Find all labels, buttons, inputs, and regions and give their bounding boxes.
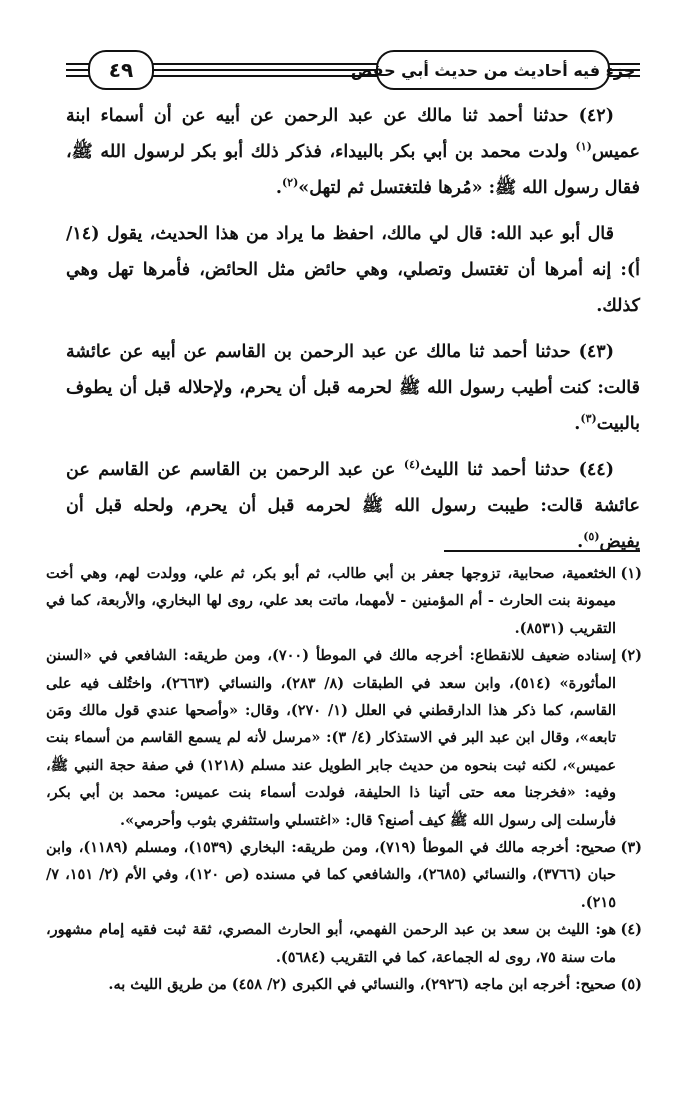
commentary-paragraph: قال أبو عبد الله: قال لي مالك، احفظ ما يراد من هذا الحديث، يقول (١٤/ أ): إنه أمرها أن تغتسل وتصلي، وهي حائض مثل الحائض، فأمرها تهل وهي كذلك. [66,224,640,316]
hadith-42 [66,98,640,206]
footnote-number: (٤) [620,921,642,939]
hadith-42-opening: (٤٢) حدثنا أحمد ثنا مالك عن عبد الرحمن عن أبيه عن أن أسماء ابنة عميس [66,106,640,162]
footnote-5 [46,971,642,998]
end-dot: . [574,414,581,434]
footnote-text: إسناده ضعيف للانقطاع: أخرجه مالك في الموطأ (٧٠٠)، ومن طريقه: الشافعي في «السنن المأثورة» (٥١٤)، وابن سعد في الطبقات (٨/ ٢٨٣)، والنسائي (٢٦٦٣)، واختُلف فيه على القاسم، كما ذكر هذا الدارقطني في العلل (١/ ٢٧٠)، وقال: «وأصحها عندي قول مالك ومَن تابعه»، وقال ابن عبد البر في الاستذكار (٤/ ٣): «مرسل لأنه لم يسمع القاسم من أسماء بنت عميس»، لكنه ثبت بنحوه من حديث جابر الطويل عند مسلم (١٢١٨) في صفة حجة النبي ﷺ، وفيه: «فخرجنا معه حتى أتينا ذا الحليفة، فولدت أسماء بنت عميس: محمد بن أبي بكر، فأرسلت إلى رسول الله ﷺ كيف أصنع؟ قال: «اغتسلي واستثفري بثوب وأحرمي». [46,647,616,829]
hadith-42-body: ولدت محمد بن أبي بكر بالبيداء، فذكر ذلك أبو بكر لرسول الله ﷺ، فقال رسول الله ﷺ: «مُرها فلتغتسل ثم لتهل» [66,142,640,198]
footnote-separator [444,550,640,552]
hadith-43-text: (٤٣) حدثنا أحمد ثنا مالك عن عبد الرحمن بن القاسم عن أبيه عن عائشة قالت: كنت أطيب رسول الله ﷺ لحرمه قبل أن يحرم، ولإحلاله قبل أن يطوف بالبيت [66,342,640,434]
footnote-4 [46,916,642,971]
footnote-text: الخثعمية، صحابية، تزوجها جعفر بن أبي طالب، ثم أبو بكر، ثم علي، وولدت لهم، وهي أخت ميمونة بنت الحارث - أم المؤمنين - لأمهما، ماتت بعد علي، روى لها البخاري، والأربعة، كما في التقريب (٨٥٣١). [46,565,616,637]
running-title: جزء فيه أحاديث من حديث أبي حفص [376,50,610,90]
footnote-text: صحيح: أخرجه مالك في الموطأ (٧١٩)، ومن طريقه: البخاري (١٥٣٩)، ومسلم (١١٨٩)، وابن حبان (٣٧٦٦)، والنسائي (٢٦٨٥)، والشافعي كما في مسنده (ص ١٢٠)، وفي الأم (٢/ ١٥١، ٧/ ٢١٥). [46,839,617,911]
page-number: ٤٩ [88,50,154,90]
footnote-number: (١) [620,565,642,582]
hadith-44-body: عن عبد الرحمن بن القاسم عن القاسم عن عائشة قالت: طيبت رسول الله ﷺ لحرمه قبل أن يحرم، ولحله قبل أن يفيض [66,460,640,552]
footnote-text: هو: الليث بن سعد بن عبد الرحمن الفهمي، أبو الحارث المصري، ثقة ثبت فقيه إمام مشهور، مات سنة ٧٥، روى له الجماعة، كما في التقريب (٥٦٨٤). [46,921,616,966]
footnote-number: (٥) [620,976,642,994]
hadith-44-opening: (٤٤) حدثنا أحمد ثنا الليث [420,460,614,480]
end-dot: . [577,532,584,552]
main-text [66,98,640,570]
footnote-ref: (٣) [580,412,597,426]
footnote-number: (٢) [620,647,642,665]
footnote-number: (٣) [620,839,642,857]
footnote-ref: (٥) [583,530,600,544]
hadith-43 [66,334,640,442]
footnote-1 [46,560,642,642]
footnote-ref: (١) [575,140,592,154]
footnotes [46,560,642,999]
footnote-3 [46,834,642,916]
footnote-ref: (٤) [403,458,421,472]
page-header [66,44,640,96]
end-dot: . [275,178,282,198]
hadith-44 [66,452,640,560]
footnote-2 [46,642,642,834]
footnote-text: صحيح: أخرجه ابن ماجه (٢٩٢٦)، والنسائي في الكبرى (٢/ ٤٥٨) من طريق الليث به. [108,976,616,994]
footnote-ref: (٢) [281,176,299,190]
